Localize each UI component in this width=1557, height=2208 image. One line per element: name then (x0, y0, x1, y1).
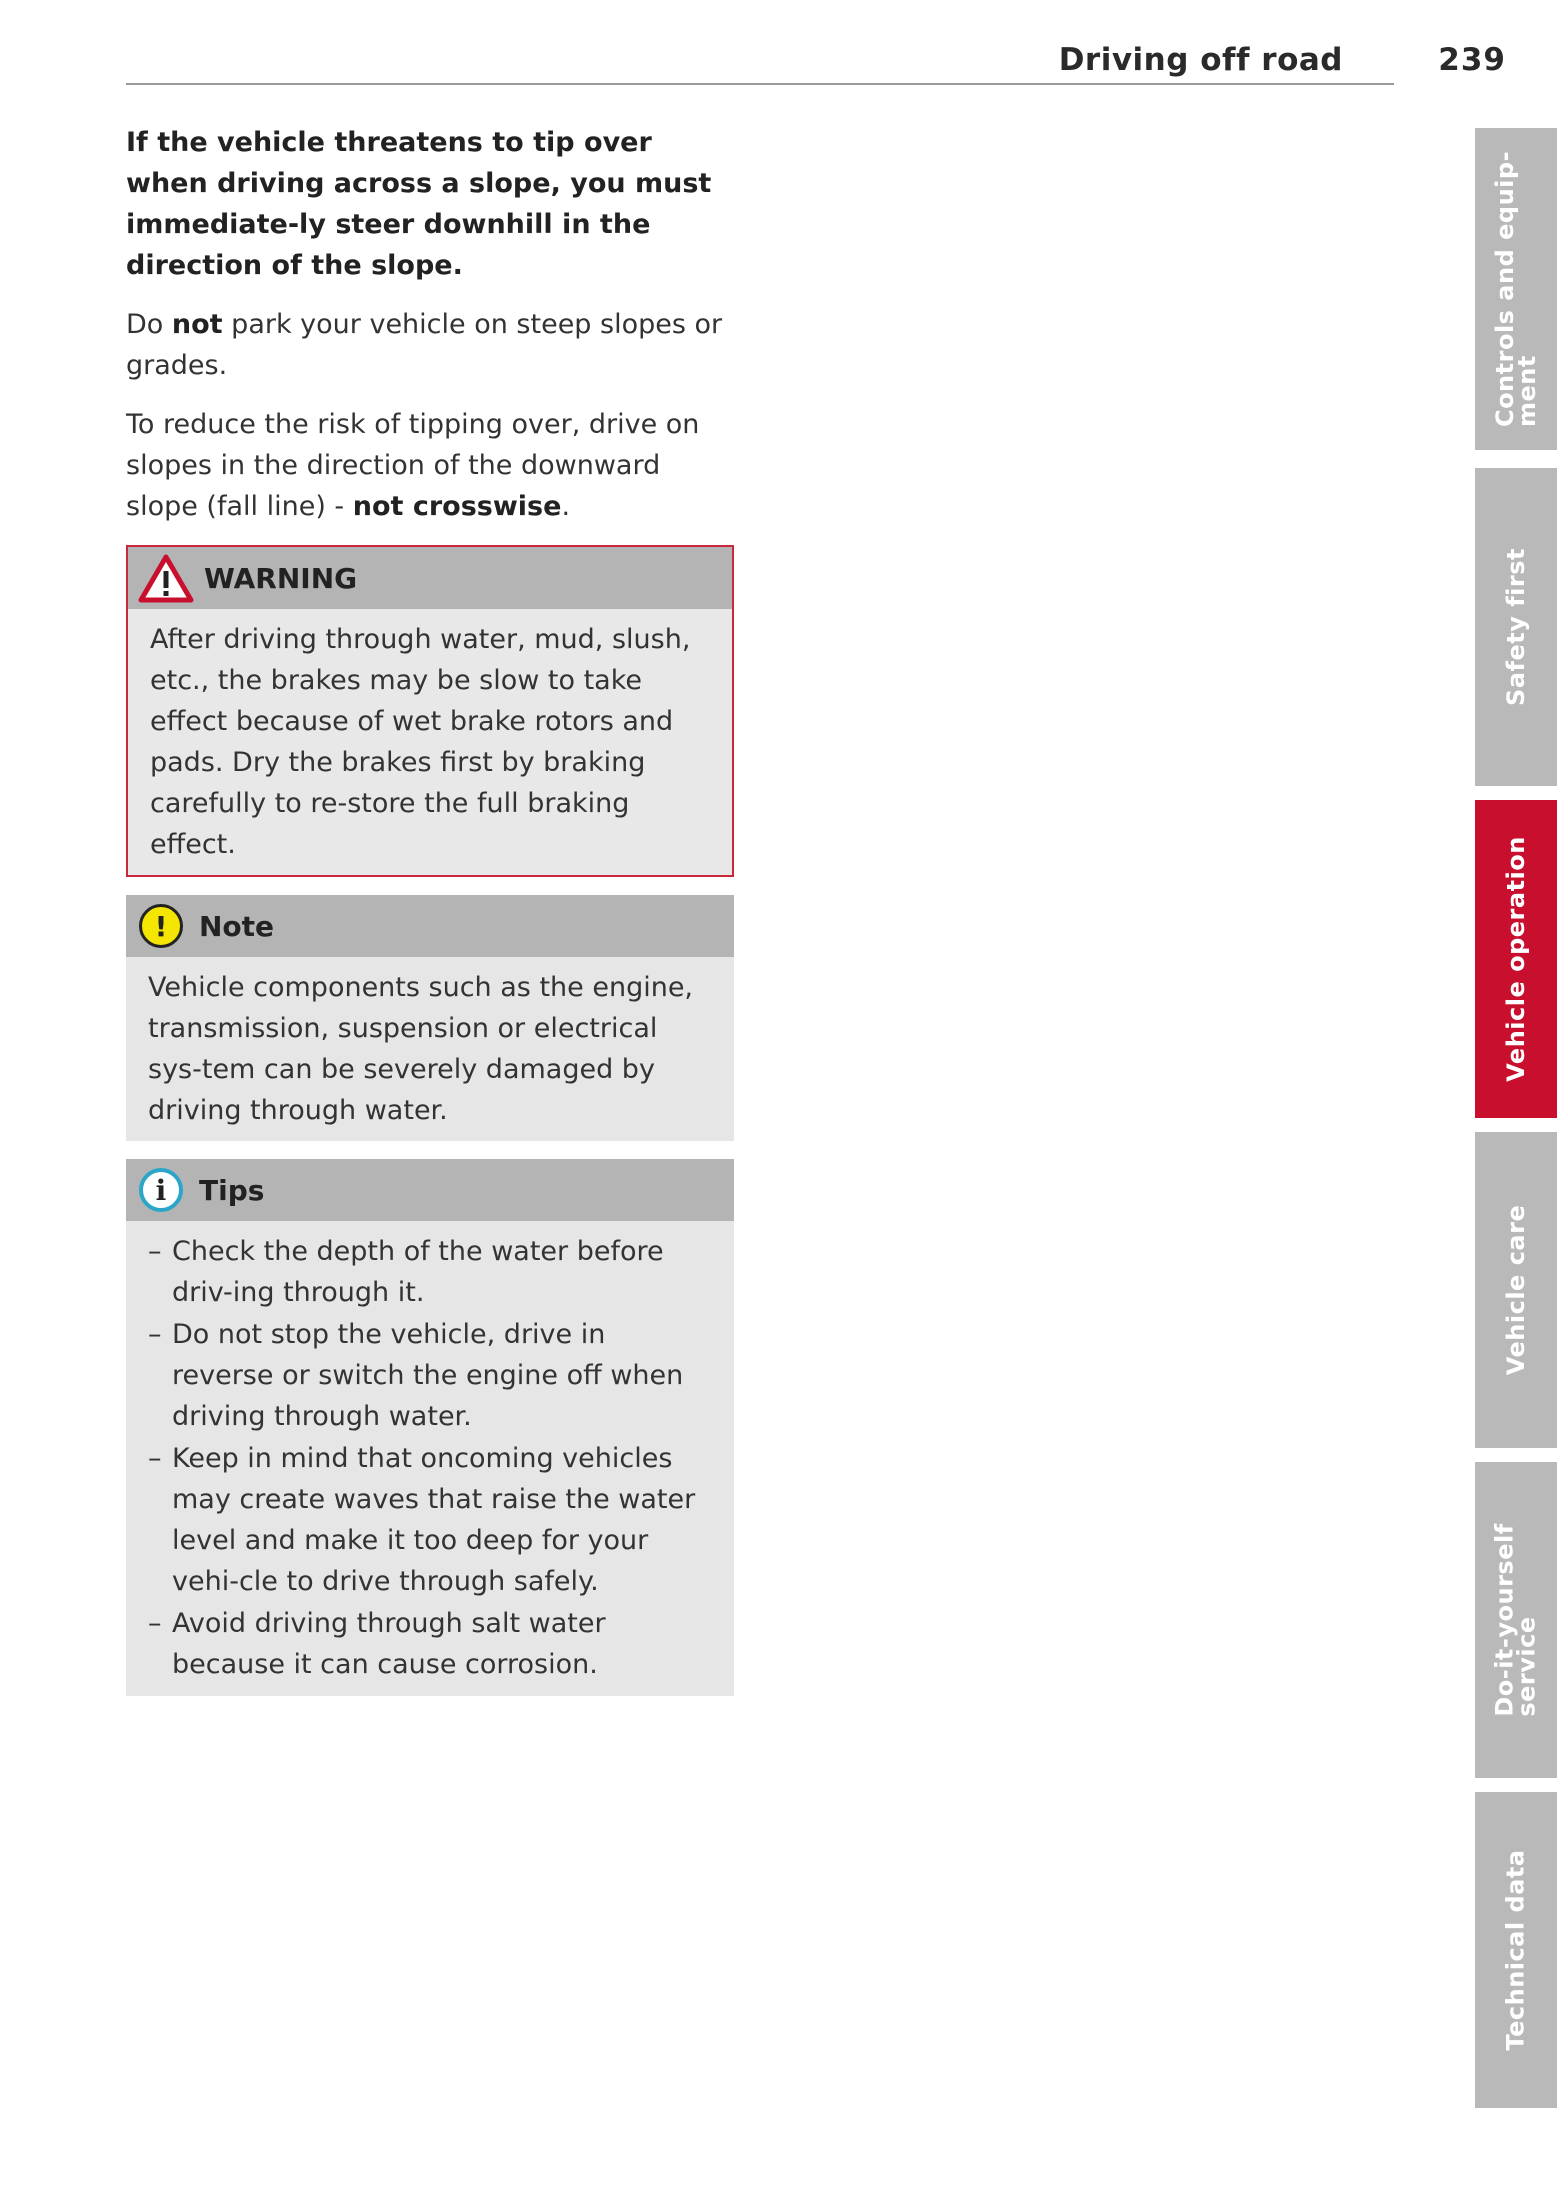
tab-label-line: ment (1513, 355, 1542, 428)
tab-vehicle-care[interactable] (1475, 1132, 1557, 1448)
note-title: Note (199, 909, 275, 943)
tab-controls-and-equipment[interactable] (1475, 128, 1557, 450)
warning-triangle-icon (138, 553, 188, 603)
tips-title: Tips (199, 1173, 265, 1207)
warning-title: WARNING (204, 561, 358, 595)
list-item: – Do not stop the vehicle, drive in reverse or switch the engine off when driving through water. (148, 1314, 712, 1437)
tab-safety-first[interactable] (1475, 468, 1557, 786)
exclamation-icon: ! (139, 904, 183, 948)
reduce-text-start: To reduce the risk of tipping over, drive on slopes in the direction of the downward slope (fall line) - (126, 409, 700, 522)
reduce-paragraph (126, 404, 734, 527)
header-divider (126, 83, 1394, 85)
park-text-start: Do (126, 309, 172, 340)
tab-label-line: service (1513, 1616, 1542, 1717)
list-item: – Check the depth of the water before driv-ing through it. (148, 1231, 712, 1313)
list-item: – Keep in mind that oncoming vehicles may create waves that raise the water level and make it too deep for your vehi-cle to drive through safely. (148, 1438, 712, 1602)
tab-label-line: Do-it-yourself (1491, 1523, 1520, 1717)
tab-label: Vehicle operation (1502, 836, 1530, 1082)
tab-label: Vehicle care (1502, 1204, 1531, 1376)
tab-label-line: Controls and equip- (1491, 150, 1520, 428)
note-text: Vehicle components such as the engine, transmission, suspension or electrical sys-tem can be severely damaged by driving through water. (126, 957, 734, 1141)
page-header (126, 36, 1506, 86)
tab-technical-data[interactable] (1475, 1792, 1557, 2108)
park-text-end: park your vehicle on steep slopes or grades. (126, 309, 723, 381)
warning-header (128, 547, 732, 609)
intro-paragraph: If the vehicle threatens to tip over when driving across a slope, you must immediate-ly steer downhill in the direction of the slope. (126, 127, 712, 281)
tab-do-it-yourself-service[interactable] (1475, 1462, 1557, 1778)
list-item: – Avoid driving through salt water because it can cause corrosion. (148, 1603, 712, 1685)
tips-list (148, 1231, 712, 1685)
tab-label (1491, 150, 1542, 428)
reduce-text-end: . (561, 491, 571, 522)
tab-label: Safety first (1502, 548, 1530, 706)
warning-text: After driving through water, mud, slush, etc., the brakes may be slow to take effect because of wet brake rotors and pads. Dry the brakes first by braking carefully to re-store the full braking effect. (128, 609, 732, 875)
tips-header (126, 1159, 734, 1221)
chapter-tabs (1475, 0, 1557, 2208)
main-column (126, 122, 734, 1714)
page-number: 239 (1438, 42, 1506, 78)
info-icon: i (139, 1168, 183, 1212)
note-box (126, 895, 734, 1141)
section-title: Driving off road (1058, 42, 1343, 78)
reduce-text-emphasis: not crosswise (352, 491, 562, 522)
tips-box (126, 1159, 734, 1696)
tab-label (1491, 1523, 1542, 1717)
park-paragraph (126, 304, 734, 386)
tips-body (126, 1221, 734, 1696)
park-text-emphasis: not (171, 309, 223, 340)
note-header (126, 895, 734, 957)
warning-box (126, 545, 734, 877)
tab-vehicle-operation[interactable] (1475, 800, 1557, 1118)
tab-label: Technical data (1502, 1849, 1531, 2051)
